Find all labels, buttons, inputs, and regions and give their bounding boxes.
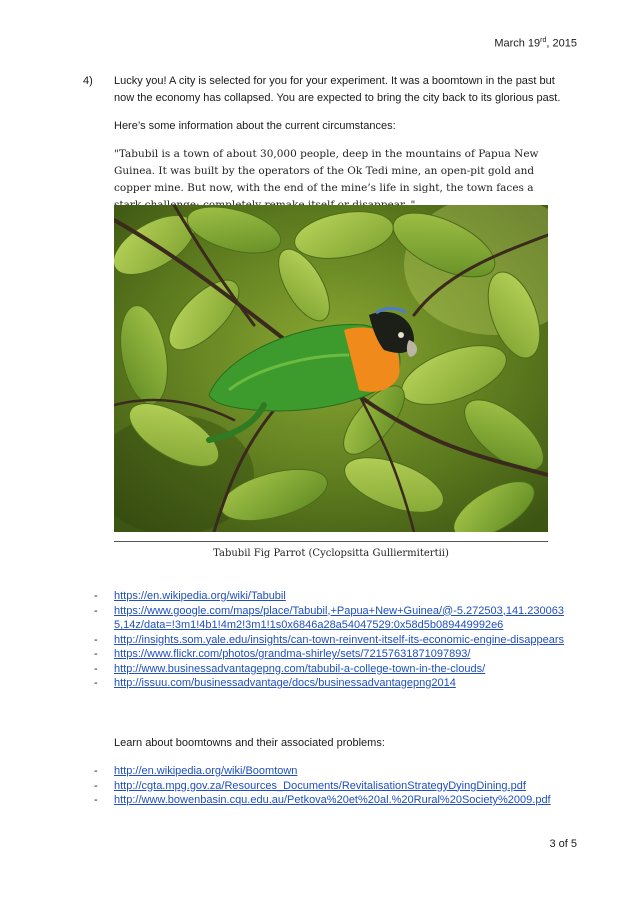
caption-rule xyxy=(114,541,548,542)
item-number: 4) xyxy=(83,75,93,87)
link-wikipedia-boomtown[interactable]: http://en.wikipedia.org/wiki/Boomtown xyxy=(114,765,298,777)
figure-caption: Tabubil Fig Parrot (Cyclopsitta Gulliermitertii) xyxy=(213,548,449,559)
links-list-boomtowns xyxy=(90,764,570,808)
learn-intro: Learn about boomtowns and their associated problems: xyxy=(114,737,385,749)
list-item: - http://en.wikipedia.org/wiki/Boomtown xyxy=(94,765,298,777)
list-item: - http://issuu.com/businessadvantage/docs/businessadvantagepng2014 xyxy=(94,677,456,689)
link-bowen-basin-pdf[interactable]: http://www.bowenbasin.cqu.edu.au/Petkova%20et%20al.%20Rural%20Society%2009.pdf xyxy=(114,794,551,806)
page-date: March 19rd, 2015 xyxy=(494,37,577,50)
page-number: 3 of 5 xyxy=(549,838,577,850)
quote-text: "Tabubil is a town of about 30,000 people, deep in the mountains of Papua New Guinea. It was built by the operators of the Ok Tedi mine, an open-pit gold and copper mine. But now, with the end of the mine’s life in sight, the town faces a xyxy=(114,148,539,194)
list-item: - http://www.businessadvantagepng.com/tabubil-a-college-town-in-the-clouds/ xyxy=(94,662,486,675)
info-intro: Here’s some information about the current circumstances: xyxy=(114,120,396,132)
link-issuu[interactable]: http://issuu.com/businessadvantage/docs/businessadvantagepng2014 xyxy=(114,677,456,689)
list-item: - http://insights.som.yale.edu/insights/can-town-reinvent-itself-its-economic-engine-disappears xyxy=(94,633,564,646)
link-yale-insights[interactable]: http://insights.som.yale.edu/insights/can-town-reinvent-itself-its-economic-engine-disappears xyxy=(114,633,564,646)
links-list-tabubil xyxy=(90,589,570,691)
link-wikipedia-tabubil[interactable]: https://en.wikipedia.org/wiki/Tabubil xyxy=(114,590,286,602)
list-item: - http://cgta.mpg.gov.za/Resources_Documents/RevitalisationStrategyDyingDining.pdf xyxy=(94,779,526,792)
list-item: - https://www.flickr.com/photos/grandma-shirley/sets/72157631871097893/ xyxy=(94,648,471,660)
parrot-photo xyxy=(114,205,548,532)
list-item: - https://www.google.com/maps/place/Tabubil,+Papua+New+Guinea/@-5.272503,141.2300635,14z/data=!3m1!4b1!4m2!3m1!1s0x6846a28a54047529:0x58d5b089449992e6 xyxy=(94,604,564,631)
link-google-maps[interactable]: https://www.google.com/maps/place/Tabubil,+Papua+New+Guinea/@-5.272503,141.2300635,14z/data=!3m1!4b1!4m2!3m1!1s0x6846a28a54047529:0x58d5b089449992e6 xyxy=(114,604,564,631)
link-cgta-pdf[interactable]: http://cgta.mpg.gov.za/Resources_Documents/RevitalisationStrategyDyingDining.pdf xyxy=(114,779,526,792)
item-text: Lucky you! A city is selected for you for your experiment. It was a boomtown in the past but now the economy has collapsed. You are expected to bring the city back to its glorious past. xyxy=(114,75,561,104)
list-item: - https://en.wikipedia.org/wiki/Tabubil xyxy=(94,590,286,602)
list-item: - http://www.bowenbasin.cqu.edu.au/Petkova%20et%20al.%20Rural%20Society%2009.pdf xyxy=(94,794,551,806)
task-item xyxy=(83,73,570,107)
link-business-advantage[interactable]: http://www.businessadvantagepng.com/tabubil-a-college-town-in-the-clouds/ xyxy=(114,662,486,675)
link-flickr[interactable]: https://www.flickr.com/photos/grandma-shirley/sets/72157631871097893/ xyxy=(114,648,471,660)
